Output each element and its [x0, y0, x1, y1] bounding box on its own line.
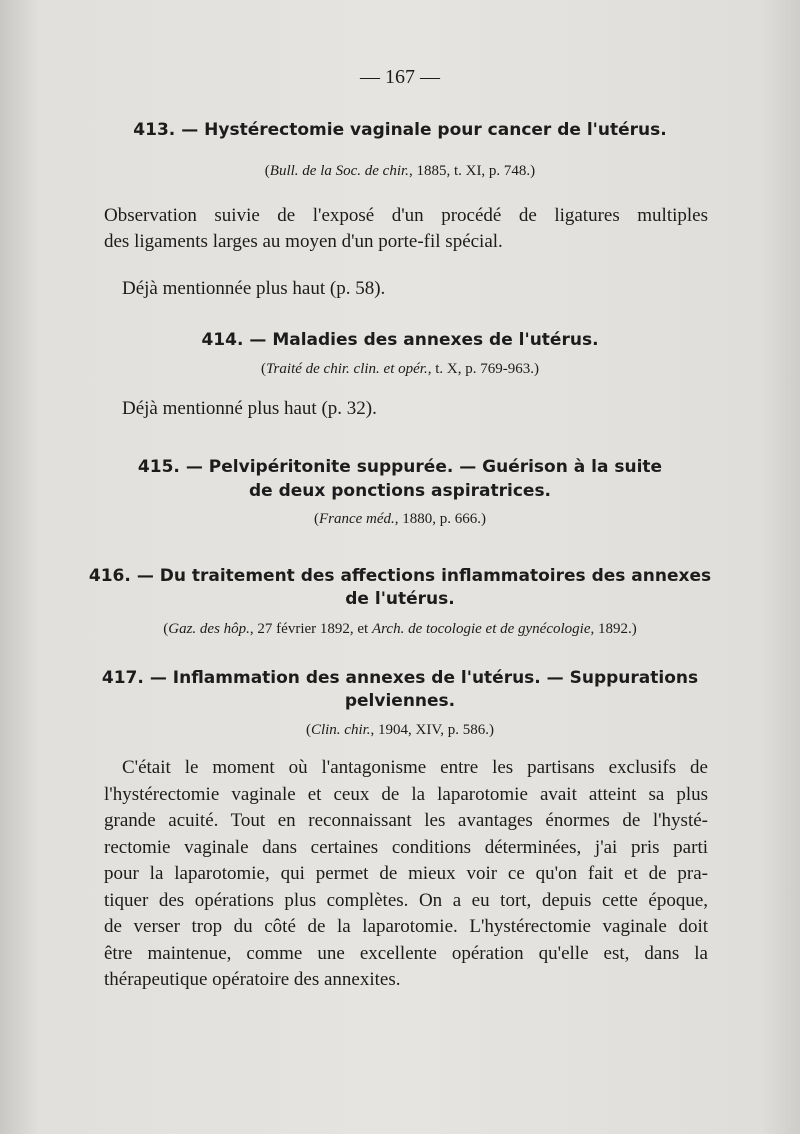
entry-title-text: — Hystérectomie vaginale pour cancer de l'utérus.	[181, 120, 667, 140]
entry-415-title	[0, 456, 800, 478]
page-number: — 167 —	[360, 66, 440, 88]
entry-414-reference: (Traité de chir. clin. et opér., t. X, p. 769-963.)	[261, 361, 539, 377]
entry-417-reference: (Clin. chir., 1904, XIV, p. 586.)	[305, 722, 495, 738]
entry-title-text: — Maladies des annexes de l'utérus.	[249, 330, 599, 350]
entry-416-title-line-2: de l'utérus.	[345, 589, 455, 609]
entry-415-title-line-2: de deux ponctions aspiratrices.	[248, 481, 552, 501]
entry-415-reference: (France méd., 1880, p. 666.)	[313, 511, 487, 527]
entry-417-paragraph: C'était le moment où l'antagonisme entre les partisans exclusifs de l'hystérectomie vaginale et ceux de la laparotomie avait atteint sa plus grande acuité. Tout en reconnaissant les avantages énormes de l'hysté- rectomie vaginale dans certaines conditions déterminées, j'ai pris parti pour la laparotomie, qui permet de mieux voir ce qu'on fait et de pra- tiquer des opérations plus complètes. On a eu tort, depuis cette époque, de verser trop du côté de la laparotomie. L'hystérectomie vaginale doit être maintenue, comme une excellente opération qu'elle est, dans la thérapeutique opératoire des annexites.	[104, 757, 708, 990]
entry-number: 413.	[133, 120, 176, 140]
reference-journal: Gaz. des hôp.	[168, 621, 250, 637]
entry-413-reference: (Bull. de la Soc. de chir., 1885, t. XI, p. 748.)	[264, 163, 536, 179]
reference-journal: Traité de chir. clin. et opér.	[266, 361, 428, 377]
reference-journal: Bull. de la Soc. de chir.	[269, 163, 409, 179]
entry-number: 417.	[101, 668, 144, 688]
entry-number: 414.	[201, 330, 244, 350]
reference-journal: France méd.	[318, 511, 395, 527]
reference-journal-2: Arch. de tocologie et de gynécologie	[371, 621, 591, 637]
entry-414-title	[0, 329, 800, 351]
entry-417-title	[0, 667, 800, 689]
entry-416-reference: (Gaz. des hôp., 27 février 1892, et Arch. de tocologie et de gynécologie, 1892.)	[163, 621, 637, 637]
entry-title-text: — Pelvipéritonite suppurée. — Guérison à la suite	[185, 457, 663, 477]
reference-journal: Clin. chir.	[310, 722, 371, 738]
entry-413-paragraph-1: Observation suivie de l'exposé d'un procédé de ligatures multiples des ligaments larges au moyen d'un porte-fil spécial.	[104, 205, 708, 252]
entry-title-text: — Du traitement des affections inflammatoires des annexes	[136, 566, 712, 586]
entry-417-title-line-2: pelviennes.	[344, 691, 456, 711]
entry-number: 416.	[88, 566, 131, 586]
entry-416-title	[0, 565, 800, 587]
entry-number: 415.	[137, 457, 180, 477]
entry-title-text: — Inflammation des annexes de l'utérus. — Suppurations	[149, 668, 699, 688]
entry-414-paragraph-1: Déjà mentionné plus haut (p. 32).	[122, 398, 377, 419]
entry-413-paragraph-2: Déjà mentionnée plus haut (p. 58).	[122, 278, 386, 299]
entry-413-title	[0, 119, 800, 141]
